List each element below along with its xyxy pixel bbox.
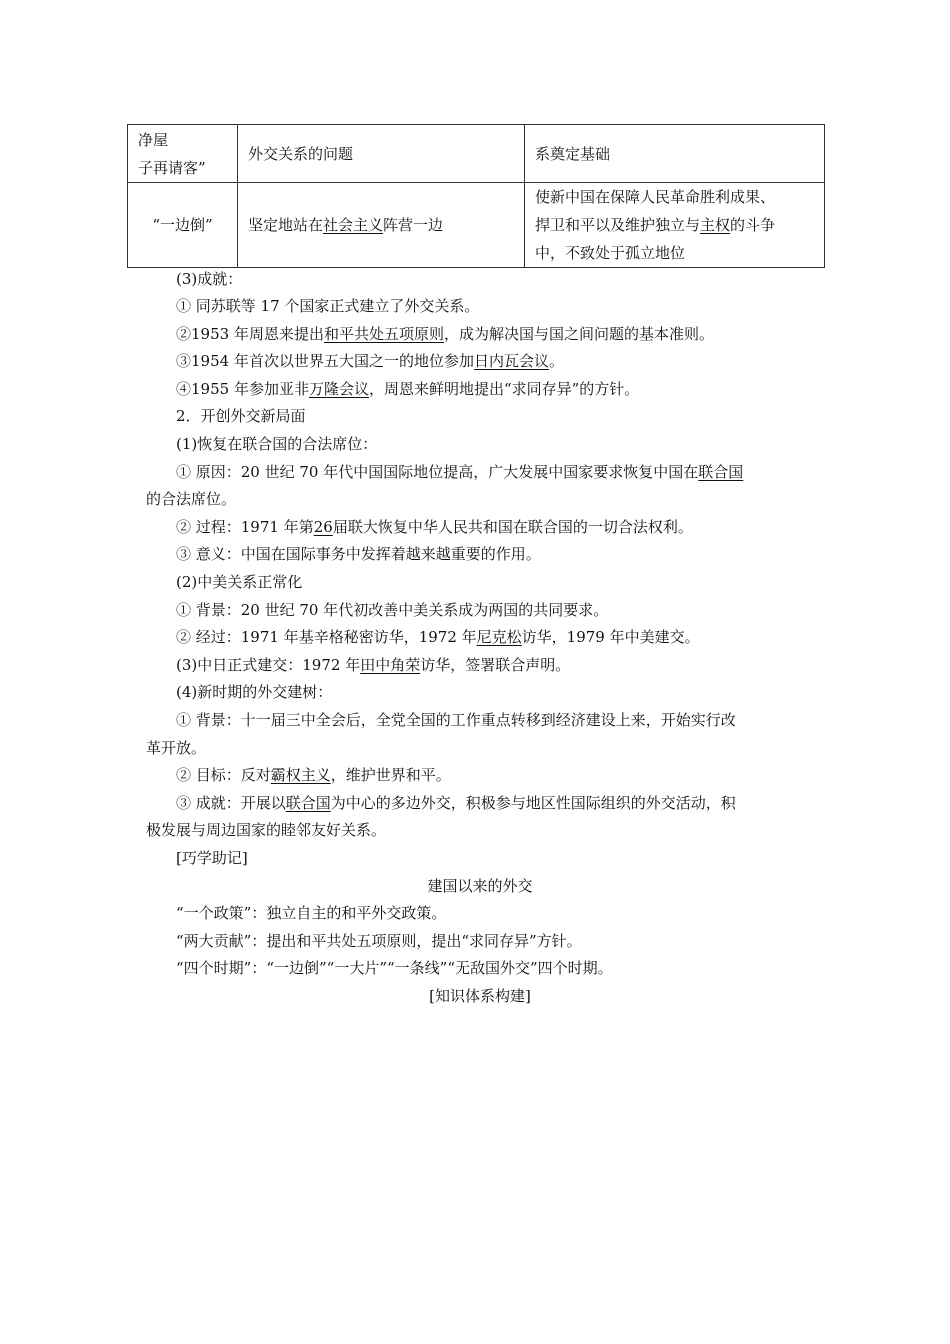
list-item-continuation: 的合法席位。 — [146, 490, 237, 508]
list-item — [146, 789, 844, 817]
underlined-term: 田中角荣 — [360, 656, 421, 674]
memory-tip-item: “四个时期”：“一边倒”“一大片”“一条线”“无敌国外交”四个时期。 — [176, 959, 613, 977]
list-item — [146, 320, 844, 348]
list-item — [146, 375, 844, 403]
text: ②1953 年周恩来提出 — [176, 325, 324, 343]
underlined-term: 主权 — [700, 216, 731, 234]
subheading-achievements: (3)成就： — [176, 270, 243, 288]
text: ② 过程：1971 年第 — [176, 518, 314, 536]
text: ，维护世界和平。 — [330, 766, 451, 784]
text: 访华，1979 年中美建交。 — [521, 628, 700, 646]
cell-text: 的斗争 — [730, 216, 776, 234]
text: ② 经过：1971 年基辛格秘密访华，1972 年 — [176, 628, 477, 646]
text: ② 目标：反对 — [176, 766, 271, 784]
table-cell-content — [238, 183, 525, 268]
underlined-term: 和平共处五项原则 — [323, 325, 444, 343]
knowledge-system-label: [知识体系构建] — [429, 987, 531, 1005]
list-item-continuation: 极发展与周边国家的睦邻友好关系。 — [146, 821, 387, 839]
memory-tip-label: [巧学助记] — [176, 849, 248, 867]
table-cell-effect — [525, 183, 825, 268]
subheading: (4)新时期的外交建树： — [176, 683, 333, 701]
underlined-term: 联合国 — [285, 794, 331, 812]
underlined-term: 尼克松 — [476, 628, 522, 646]
underlined-term: 霸权主义 — [270, 766, 331, 784]
underlined-term: 联合国 — [698, 463, 744, 481]
list-item: ③ 意义：中国在国际事务中发挥着越来越重要的作用。 — [176, 545, 541, 563]
section-heading: 2．开创外交新局面 — [176, 407, 306, 425]
text: ③1954 年首次以世界五大国之一的地位参加 — [176, 352, 474, 370]
text: 访华，签署联合声明。 — [420, 656, 571, 674]
list-item — [146, 761, 844, 789]
text: (3)中日正式建交：1972 年 — [176, 656, 361, 674]
cell-text: 净屋 — [138, 130, 169, 149]
text: 为中心的多边外交，积极参与地区性国际组织的外交活动，积 — [330, 794, 736, 812]
subheading — [146, 651, 844, 679]
list-item — [146, 623, 844, 651]
list-item: ① 背景：20 世纪 70 年代初改善中美关系成为两国的共同要求。 — [176, 601, 609, 619]
memory-tip-item: “一个政策”：独立自主的和平外交政策。 — [176, 904, 447, 922]
table-cell-effect: 系奠定基础 — [525, 125, 825, 183]
text: ① 原因：20 世纪 70 年代中国国际地位提高，广大发展中国家要求恢复中国在 — [176, 463, 699, 481]
text: ③ 成就：开展以 — [176, 794, 286, 812]
cell-text: 使新中国在保障人民革命胜利成果、 — [535, 188, 776, 206]
policy-table — [127, 124, 825, 268]
cell-text: 捍卫和平以及维护独立与 — [535, 216, 701, 234]
table-cell-policy: “一边倒” — [128, 183, 238, 268]
list-item — [146, 458, 844, 486]
text: 届联大恢复中华人民共和国在联合国的一切合法权利。 — [332, 518, 693, 536]
cell-text: 阵营一边 — [383, 216, 444, 234]
memory-tip-title: 建国以来的外交 — [427, 877, 533, 895]
table-cell-policy — [128, 125, 238, 183]
table-cell-content: 外交关系的问题 — [238, 125, 525, 183]
subheading: (1)恢复在联合国的合法席位： — [176, 435, 378, 453]
table-row — [128, 125, 825, 183]
list-item: ① 同苏联等 17 个国家正式建立了外交关系。 — [176, 297, 480, 315]
underlined-term: 26 — [313, 518, 333, 536]
underlined-term: 社会主义 — [323, 216, 384, 234]
underlined-term: 日内瓦会议 — [473, 352, 549, 370]
cell-text: 子再请客” — [138, 158, 206, 177]
cell-text: 坚定地站在 — [248, 216, 324, 234]
text: ，周恩来鲜明地提出“求同存异”的方针。 — [368, 380, 640, 398]
memory-tip-item: “两大贡献”：提出和平共处五项原则，提出“求同存异”方针。 — [176, 932, 582, 950]
text: ，成为解决国与国之间问题的基本准则。 — [443, 325, 714, 343]
list-item — [146, 513, 844, 541]
table-row — [128, 183, 825, 268]
list-item-continuation: 革开放。 — [146, 739, 207, 757]
underlined-term: 万隆会议 — [308, 380, 369, 398]
text: ④1955 年参加亚非 — [176, 380, 309, 398]
cell-text: 中，不致处于孤立地位 — [535, 244, 686, 262]
subheading: (2)中美关系正常化 — [176, 573, 303, 591]
text: 。 — [548, 352, 564, 370]
list-item: ① 背景：十一届三中全会后，全党全国的工作重点转移到经济建设上来，开始实行改 — [176, 711, 736, 729]
list-item — [146, 347, 844, 375]
